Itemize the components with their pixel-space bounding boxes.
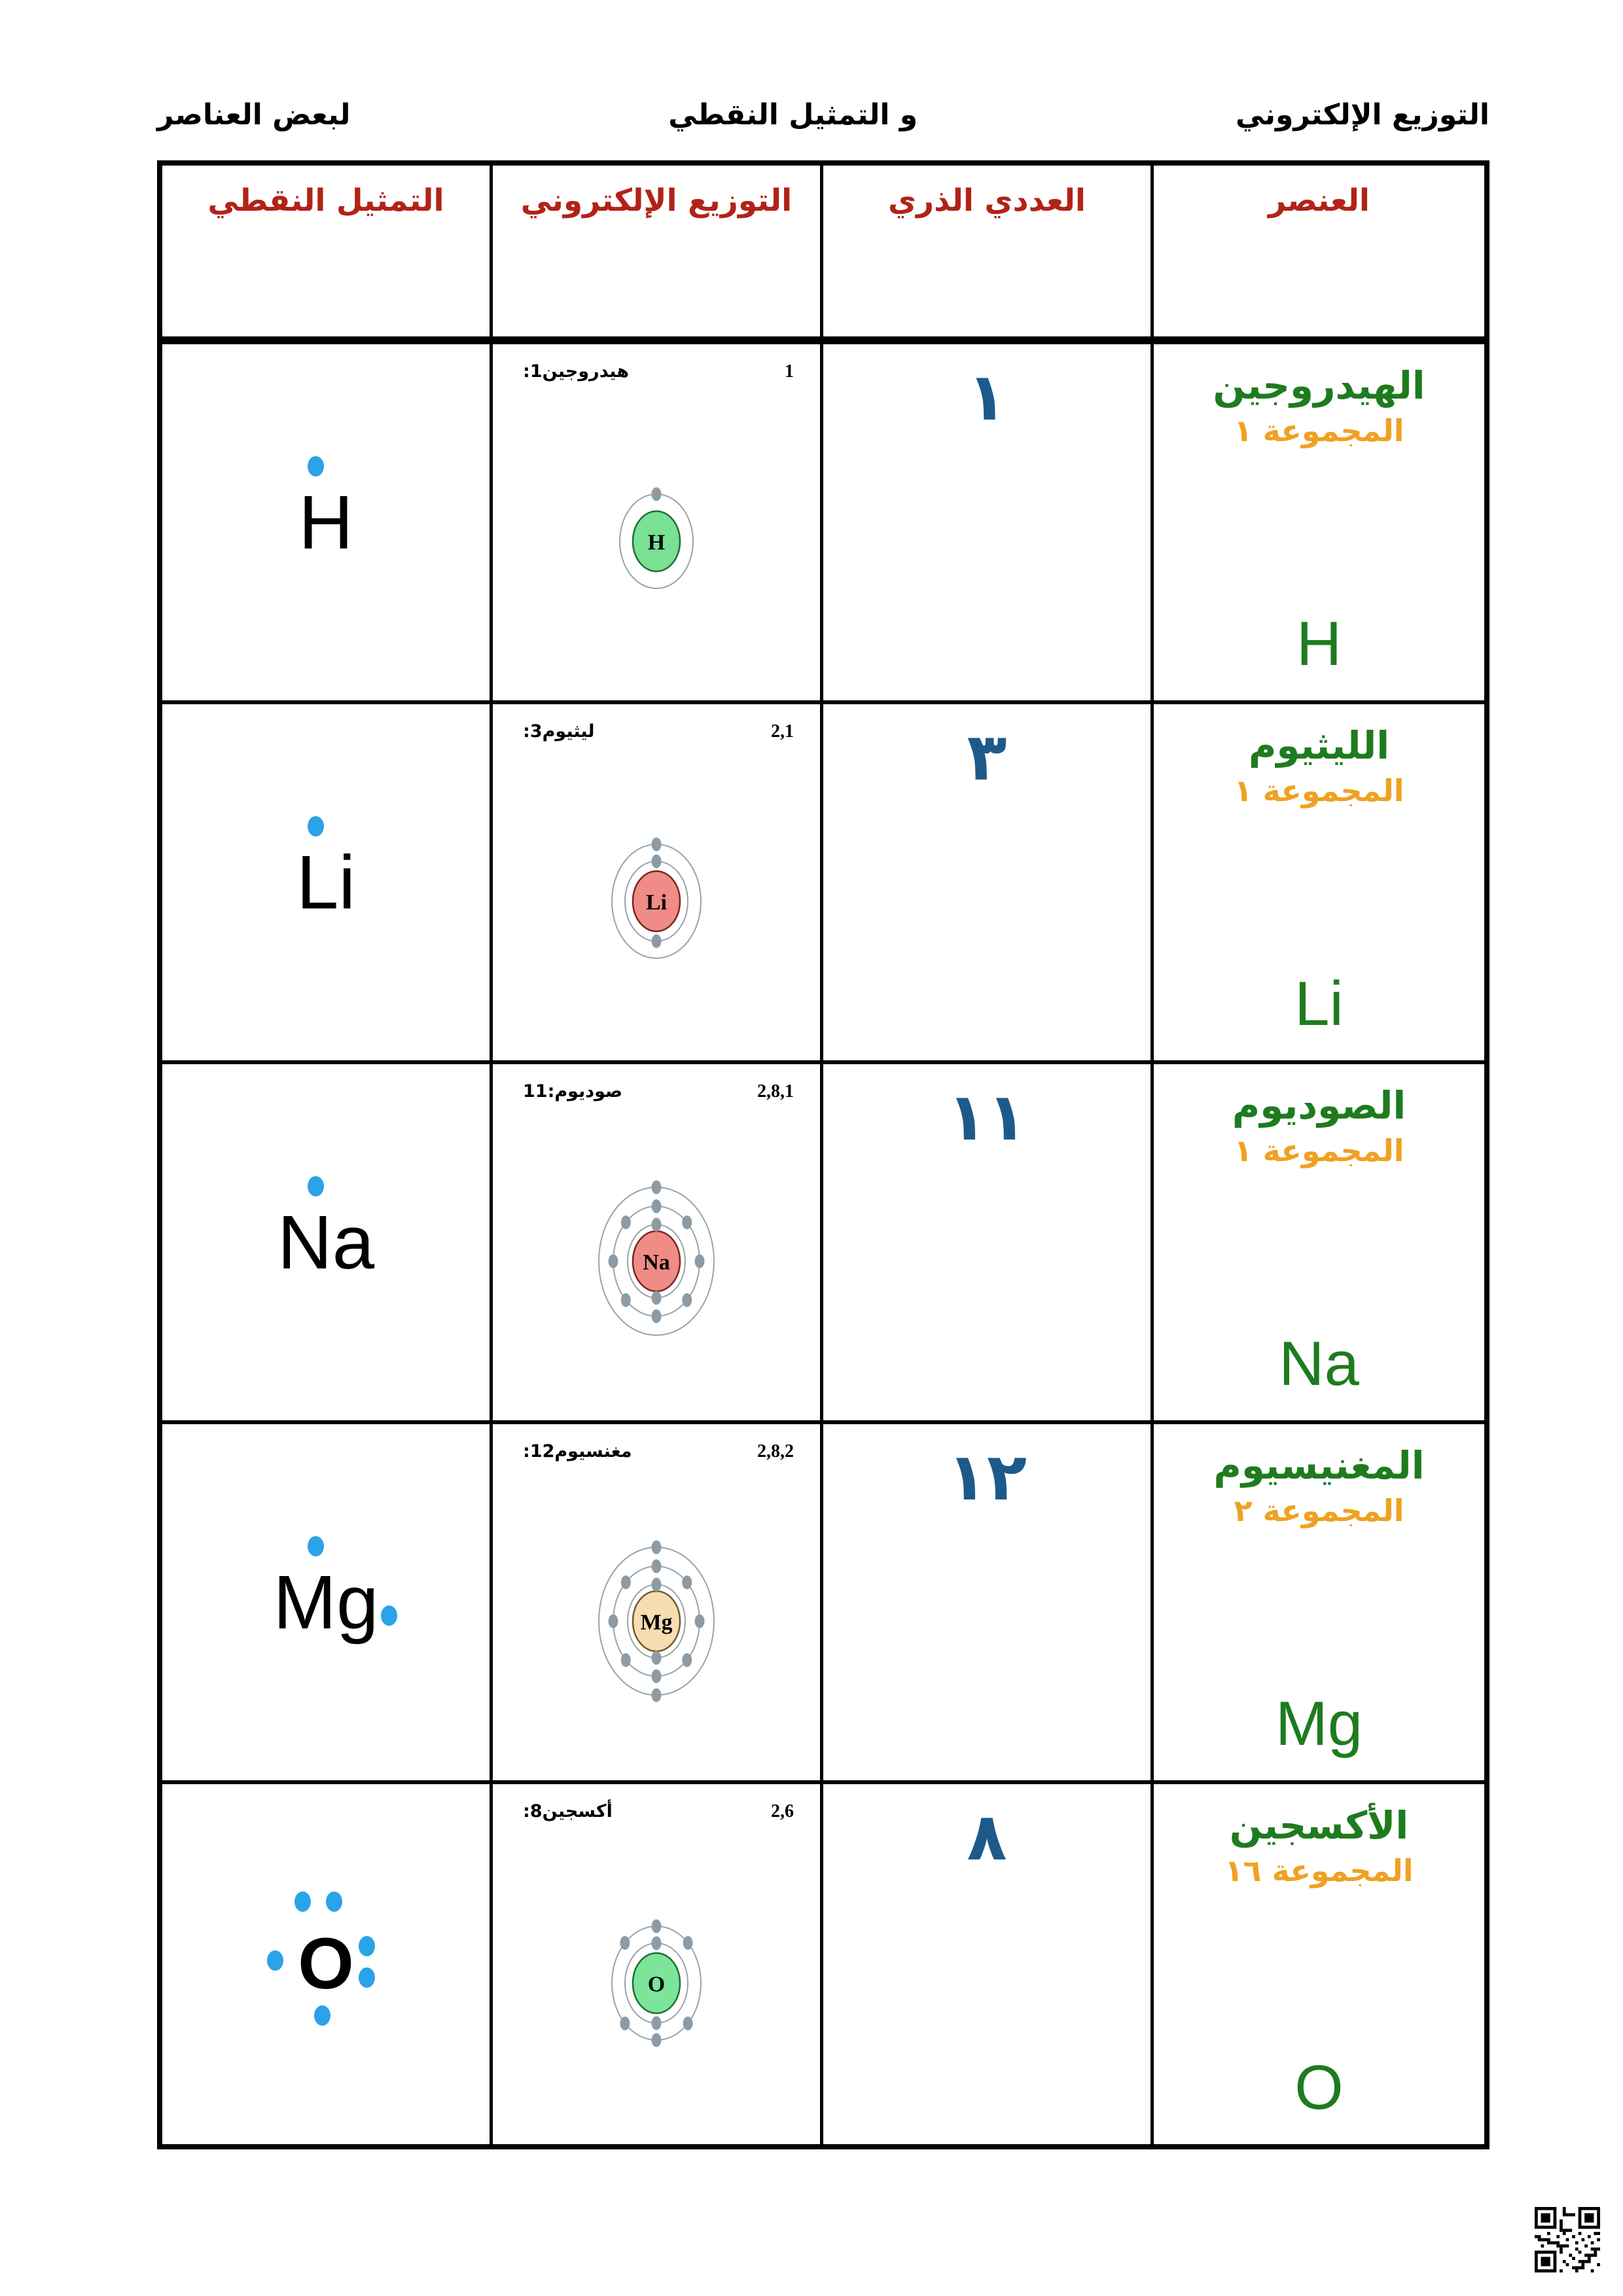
config-label: ليثيوم3: — [523, 721, 595, 742]
config-label: أكسجين8: — [523, 1801, 613, 1821]
atomic-number-value: ١ — [967, 359, 1007, 435]
element-cell-mg — [1154, 1424, 1484, 1784]
electron — [652, 2017, 662, 2030]
electron-distribution-cell-h — [493, 344, 823, 704]
dot-representation-cell-h — [162, 344, 493, 704]
electron — [652, 488, 662, 501]
config-line — [493, 1424, 820, 1462]
document-title — [157, 85, 1489, 144]
config-label: صوديوم:11 — [523, 1081, 623, 1102]
atomic-number-cell-li — [823, 704, 1154, 1064]
valence-electron-dot — [359, 1936, 375, 1956]
electron — [609, 1255, 618, 1268]
bohr-diagram-wrap — [493, 1102, 820, 1420]
electron — [682, 1653, 692, 1667]
electron — [652, 1937, 662, 1950]
element-cell-h — [1154, 344, 1484, 704]
electron — [621, 1653, 631, 1667]
valence-electron-dot — [381, 1605, 397, 1626]
electron — [652, 1578, 662, 1592]
element-cell-li — [1154, 704, 1484, 1064]
config-value: 2,1 — [771, 721, 794, 742]
element-symbol: Mg — [1275, 1689, 1363, 1759]
electron — [652, 855, 662, 869]
nucleus-symbol: Na — [643, 1250, 670, 1275]
electron — [652, 1651, 662, 1665]
atomic-number-value: ٨ — [967, 1799, 1007, 1875]
electron — [652, 1181, 662, 1194]
config-value: 2,6 — [771, 1801, 794, 1821]
bohr-model-o — [565, 1885, 748, 2081]
electron — [621, 1215, 631, 1229]
element-symbol: O — [1294, 2053, 1344, 2123]
electron — [652, 1291, 662, 1305]
bohr-model-na — [565, 1163, 748, 1359]
lewis-symbol-text: Li — [296, 840, 356, 925]
title-segment-right: التوزيع الإلكتروني — [1235, 98, 1489, 132]
config-line — [493, 1784, 820, 1822]
electron — [620, 1936, 630, 1950]
electron — [609, 1615, 618, 1628]
bohr-diagram-wrap — [493, 742, 820, 1060]
config-line — [493, 704, 820, 742]
dot-representation-cell-li — [162, 704, 493, 1064]
valence-electron-dot — [326, 1892, 342, 1912]
config-label: هيدروجين1: — [523, 361, 630, 382]
config-label: مغنسيوم12: — [523, 1441, 632, 1462]
qr-code — [1535, 2207, 1600, 2272]
bohr-diagram-wrap — [493, 1462, 820, 1780]
bohr-model-mg — [565, 1523, 748, 1719]
electron — [652, 1218, 662, 1232]
config-line — [493, 344, 820, 382]
atomic-number-value: ١١ — [946, 1079, 1027, 1155]
electron — [652, 838, 662, 852]
atomic-number-cell-h — [823, 344, 1154, 704]
electron — [621, 1575, 631, 1589]
nucleus-symbol: H — [647, 530, 666, 555]
electron — [682, 1293, 692, 1307]
element-group: المجموعة ١ — [1234, 1132, 1404, 1168]
element-symbol: H — [1296, 609, 1342, 679]
valence-electron-dot — [267, 1950, 283, 1971]
lewis-structure-na — [215, 1138, 437, 1347]
element-group: المجموعة ٢ — [1234, 1492, 1404, 1528]
bohr-model-h — [565, 443, 748, 639]
dot-representation-cell-o — [162, 1784, 493, 2144]
element-name: الصوديوم — [1232, 1083, 1406, 1128]
atomic-number-value: ١٢ — [946, 1439, 1027, 1515]
element-name: الليثيوم — [1248, 723, 1390, 768]
header-dot-representation: التمثيل النقطي — [162, 166, 493, 344]
dot-representation-cell-mg — [162, 1424, 493, 1784]
element-name: الأكسجين — [1229, 1803, 1409, 1848]
lewis-structure-o — [215, 1859, 437, 2069]
element-cell-o — [1154, 1784, 1484, 2144]
config-value: 2,8,1 — [757, 1081, 794, 1102]
element-symbol: Na — [1279, 1329, 1359, 1399]
lewis-symbol-text: Na — [277, 1200, 375, 1285]
electron-distribution-cell-o — [493, 1784, 823, 2144]
electron — [652, 935, 662, 948]
config-line — [493, 1064, 820, 1102]
element-group: المجموعة ١ — [1234, 772, 1404, 808]
title-segment-left: لبعض العناصر — [157, 98, 351, 132]
valence-electron-dot — [294, 1892, 311, 1912]
elements-table — [157, 160, 1489, 2149]
valence-electron-dot — [308, 1176, 324, 1196]
valence-electron-dot — [308, 456, 324, 476]
header-atomic-number: العددي الذري — [823, 166, 1154, 344]
electron — [695, 1255, 705, 1268]
electron — [683, 2017, 693, 2030]
electron — [652, 1920, 662, 1933]
element-group: المجموعة ١ — [1234, 412, 1404, 448]
bohr-model-li — [565, 803, 748, 999]
electron — [652, 1200, 662, 1213]
electron — [620, 2017, 630, 2030]
electron — [682, 1575, 692, 1589]
header-element: العنصر — [1154, 166, 1484, 344]
element-name: الهيدروجين — [1213, 363, 1425, 408]
atomic-number-value: ٣ — [967, 719, 1007, 795]
electron — [652, 1689, 662, 1702]
header-electron-distribution: التوزيع الإلكتروني — [493, 166, 823, 344]
valence-electron-dot — [359, 1967, 375, 1988]
bohr-diagram-wrap — [493, 1822, 820, 2144]
atomic-number-cell-mg — [823, 1424, 1154, 1784]
electron-distribution-cell-li — [493, 704, 823, 1064]
electron — [621, 1293, 631, 1307]
bohr-diagram-wrap — [493, 382, 820, 700]
atomic-number-cell-na — [823, 1064, 1154, 1424]
valence-electron-dot — [308, 816, 324, 836]
element-name: المغنيسيوم — [1213, 1443, 1425, 1488]
nucleus-symbol: Mg — [640, 1610, 673, 1635]
lewis-symbol-text: Mg — [273, 1560, 379, 1645]
electron — [652, 2034, 662, 2047]
electron — [652, 1310, 662, 1323]
lewis-structure-h — [215, 418, 437, 627]
element-group: المجموعة ١٦ — [1224, 1852, 1414, 1888]
lewis-structure-li — [215, 778, 437, 987]
electron-distribution-cell-mg — [493, 1424, 823, 1784]
title-segment-center: و التمثيل النقطي — [668, 98, 918, 132]
nucleus-symbol: Li — [645, 890, 668, 915]
electron — [652, 1560, 662, 1573]
nucleus-symbol: O — [647, 1972, 666, 1997]
valence-electron-dot — [314, 2005, 330, 2026]
atomic-number-cell-o — [823, 1784, 1154, 2144]
config-value: 1 — [785, 361, 794, 382]
electron — [683, 1936, 693, 1950]
lewis-symbol-text: H — [298, 480, 353, 565]
electron — [652, 1541, 662, 1554]
element-cell-na — [1154, 1064, 1484, 1424]
electron-distribution-cell-na — [493, 1064, 823, 1424]
electron — [652, 1670, 662, 1683]
config-value: 2,8,2 — [757, 1441, 794, 1462]
element-symbol: Li — [1294, 969, 1344, 1039]
electron — [682, 1215, 692, 1229]
dot-representation-cell-na — [162, 1064, 493, 1424]
electron — [695, 1615, 705, 1628]
valence-electron-dot — [308, 1536, 324, 1556]
lewis-symbol-text: O — [298, 1924, 354, 2004]
lewis-structure-mg — [215, 1498, 437, 1707]
